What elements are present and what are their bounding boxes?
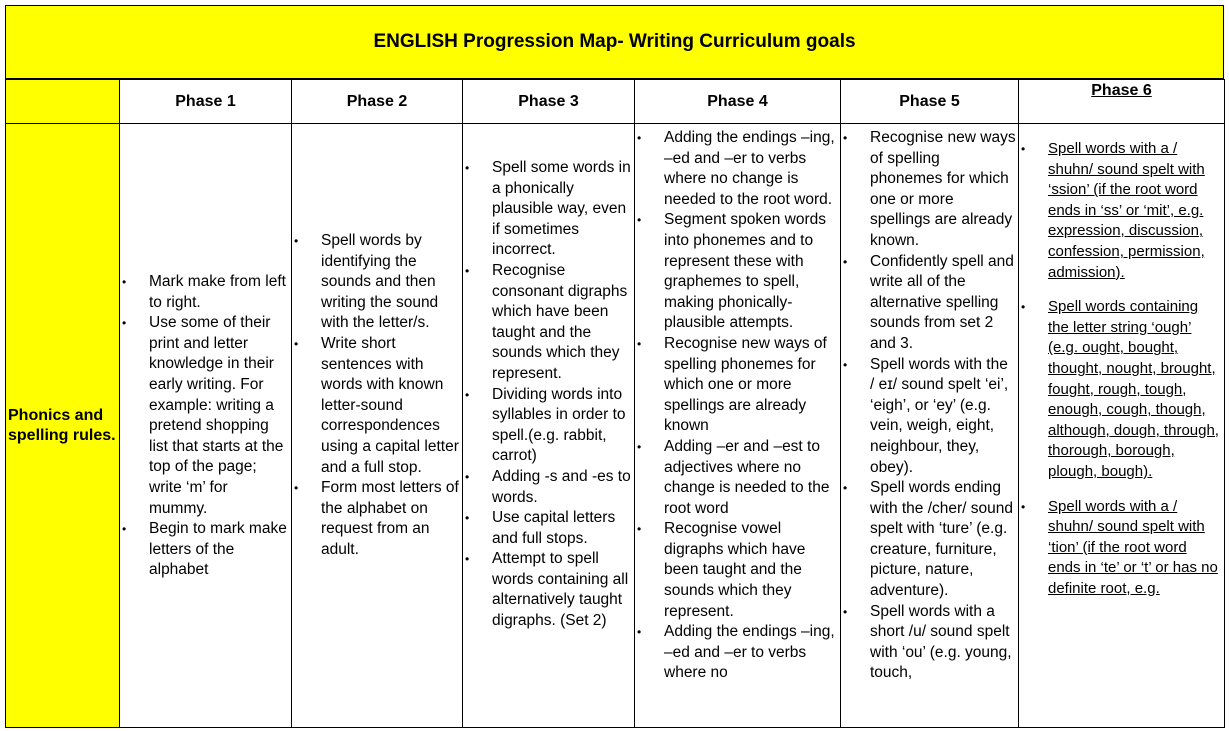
list-item: • Write short sentences with words with known letter-sound correspondences using a capital letter and a full stop. [292,334,462,478]
phase-5-cell [841,124,1019,728]
phonics-row [6,124,1225,728]
list-item: • Dividing words into syllables in order to spell.(e.g. rabbit, carrot) [463,385,634,467]
list-item: • Spell words with the / eɪ/ sound spelt ‘ei’, ‘eigh’, or ‘ey’ (e.g. vein, weigh, eight, neighbour, they, obey). [841,355,1018,479]
list-item: • Confidently spell and write all of the alternative spelling sounds from set 2 and 3. [841,252,1018,355]
list-item: • Recognise new ways of spelling phonemes for which one or more spellings are already known. [841,128,1018,252]
phase-5-list [841,128,1018,684]
list-item: • Adding the endings –ing, –ed and –er to verbs where no [635,622,840,684]
list-item: • Adding –er and –est to adjectives where no change is needed to the root word [635,437,840,519]
list-item: • Use capital letters and full stops. [463,508,634,549]
list-item: • Spell words with a short /u/ sound spelt with ‘ou’ (e.g. young, touch, [841,602,1018,684]
phase-header: Phase 5 [841,80,1019,124]
list-item: • Spell words containing the letter string ‘ough’ (e.g. ought, bought, thought, nought, brought, fought, rough, tough, enough, cough, though, although, dough, through, thorough, borough, plough, bough). [1019,297,1224,482]
phase-1-list [120,272,291,581]
list-item: • Spell words ending with the /cher/ sound spelt with ‘ture’ (e.g. creature, furniture, picture, nature, adventure). [841,478,1018,602]
list-item: • Adding -s and -es to words. [463,467,634,508]
list-item: • Begin to mark make letters of the alphabet [120,519,291,581]
list-item: • Recognise new ways of spelling phonemes for which one or more spellings are already known [635,334,840,437]
phase-header [1019,80,1225,124]
phase-3-list [463,158,634,632]
progression-table [5,79,1225,728]
phase-4-list [635,128,840,684]
phase-2-list [292,231,462,561]
page-title: ENGLISH Progression Map- Writing Curriculum goals [373,31,856,52]
list-item: • Spell words by identifying the sounds and then writing the sound with the letter/s. [292,231,462,334]
phase-2-cell [292,124,463,728]
row-label: Phonics and spelling rules. [6,124,120,728]
list-item: • Spell some words in a phonically plausible way, even if sometimes incorrect. [463,158,634,261]
phase-4-cell [635,124,841,728]
phase-header: Phase 3 [463,80,635,124]
header-row [6,80,1225,124]
phase-header: Phase 4 [635,80,841,124]
list-item: • Use some of their print and letter knowledge in their early writing. For example: writing a pretend shopping list that starts at the top of the page; write ‘m’ for mummy. [120,313,291,519]
phase-6-cell [1019,124,1225,728]
title-banner [5,5,1224,79]
list-item: • Adding the endings –ing, –ed and –er to verbs where no change is needed to the root word. [635,128,840,210]
phase-6-label: Phase 6 [1091,82,1152,99]
phase-1-cell [120,124,292,728]
phase-3-cell [463,124,635,728]
phase-6-list [1019,139,1224,613]
list-item: • Attempt to spell words containing all alternatively taught digraphs. (Set 2) [463,549,634,631]
list-item: • Mark make from left to right. [120,272,291,313]
list-item: • Spell words with a / shuhn/ sound spelt with ‘tion’ (if the root word ends in ‘te’ or ‘t’ or has no definite root, e.g. [1019,497,1224,600]
list-item: • Segment spoken words into phonemes and to represent these with graphemes to spell, making phonically-plausible attempts. [635,210,840,334]
list-item: • Spell words with a / shuhn/ sound spelt with ‘ssion’ (if the root word ends in ‘ss’ or ‘mit’, e.g. expression, discussion, confession, permission, admission). [1019,139,1224,283]
list-item: • Recognise vowel digraphs which have been taught and the sounds which they represent. [635,519,840,622]
phase-header: Phase 2 [292,80,463,124]
phase-header: Phase 1 [120,80,292,124]
list-item: • Form most letters of the alphabet on request from an adult. [292,478,462,560]
corner-cell [6,80,120,124]
list-item: • Recognise consonant digraphs which have been taught and the sounds which they represent. [463,261,634,385]
